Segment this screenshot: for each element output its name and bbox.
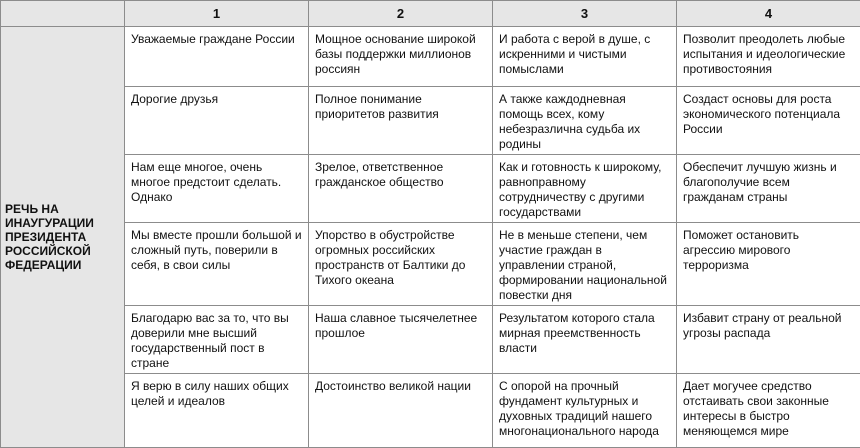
table-cell: Упорство в обустройстве огромных российских пространств от Балтики до Тихого океана [309, 223, 493, 306]
table-cell: Нам еще многое, очень многое предстоит сделать. Однако [125, 155, 309, 223]
table-cell: Избавит страну от реальной угрозы распада [677, 306, 860, 374]
column-header-1: 1 [125, 1, 309, 27]
table-cell: Уважаемые граждане России [125, 27, 309, 87]
side-title: РЕЧЬ НА ИНАУГУРАЦИИ ПРЕЗИДЕНТА РОССИЙСКОЙ ФЕДЕРАЦИИ [1, 27, 125, 448]
table-row [1, 155, 860, 223]
table-row [1, 374, 860, 448]
table-cell: Достоинство великой нации [309, 374, 493, 448]
table-cell: Полное понимание приоритетов развития [309, 87, 493, 155]
table-cell: Создаст основы для роста экономического потенциала России [677, 87, 860, 155]
table-cell: Дает могучее средство отстаивать свои законные интересы в быстро меняющемся мире [677, 374, 860, 448]
column-header-2: 2 [309, 1, 493, 27]
table-row [1, 306, 860, 374]
table-cell: Позволит преодолеть любые испытания и идеологические противостояния [677, 27, 860, 87]
table-cell: Дорогие друзья [125, 87, 309, 155]
table-cell: Поможет остановить агрессию мирового терроризма [677, 223, 860, 306]
table-cell: А также каждодневная помощь всех, кому небезразлична судьба их родины [493, 87, 677, 155]
table-cell: Мы вместе прошли большой и сложный путь, поверили в себя, в свои силы [125, 223, 309, 306]
table-cell: Обеспечит лучшую жизнь и благополучие всем гражданам страны [677, 155, 860, 223]
corner-cell [1, 1, 125, 27]
table-cell: Зрелое, ответственное гражданское общество [309, 155, 493, 223]
table-cell: Я верю в силу наших общих целей и идеалов [125, 374, 309, 448]
table-cell: С опорой на прочный фундамент культурных и духовных традиций нашего многонационального народа [493, 374, 677, 448]
table-cell: Результатом которого стала мирная преемственность власти [493, 306, 677, 374]
table-cell: Как и готовность к широкому, равноправному сотрудничеству с другими государствами [493, 155, 677, 223]
table-cell: Наша славное тысячелетнее прошлое [309, 306, 493, 374]
table-row [1, 87, 860, 155]
column-header-4: 4 [677, 1, 860, 27]
column-header-3: 3 [493, 1, 677, 27]
table-row [1, 223, 860, 306]
table-row [1, 27, 860, 87]
table-cell: Мощное основание широкой базы поддержки миллионов россиян [309, 27, 493, 87]
table-cell: Благодарю вас за то, что вы доверили мне высший государственный пост в стране [125, 306, 309, 374]
table-cell: Не в меньше степени, чем участие граждан в управлении страной, формировании национальной повестки дня [493, 223, 677, 306]
table-cell: И работа с верой в душе, с искренними и чистыми помыслами [493, 27, 677, 87]
header-row [1, 1, 860, 27]
